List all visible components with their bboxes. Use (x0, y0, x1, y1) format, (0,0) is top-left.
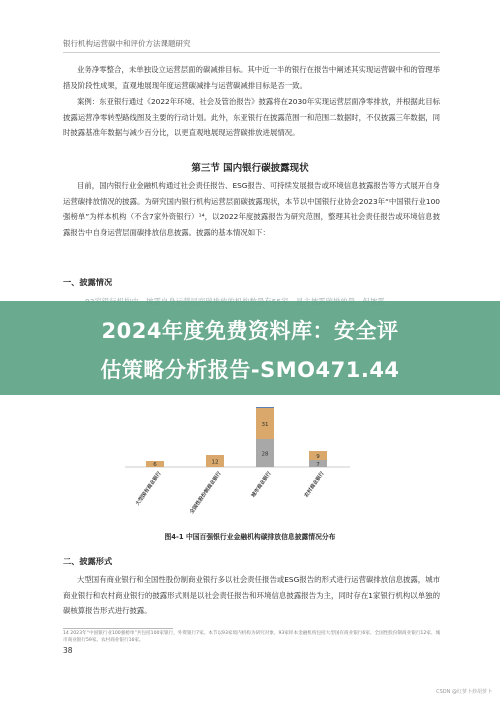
bar-segment (256, 407, 274, 408)
overlay-banner (0, 301, 500, 395)
running-header: 银行机构运营碳中和评价方法课题研究 (63, 39, 191, 48)
data-label: 12 (211, 459, 219, 466)
watermark: CSDN @红萝卜炒胡萝卜 (436, 689, 492, 695)
category-tick-label: 大型国有商业银行 (134, 470, 163, 507)
category-tick-label: 城市商业银行 (250, 470, 273, 499)
paragraph-3: 目前，国内银行业金融机构通过社会责任报告、ESG报告、可持续发展报告或环境信息披露报告等方式展开自身运营碳排放情况的披露。为研究国内银行机构运营层面碳披露现状，本节以中国银行业协会2023年“中国银行业100强榜单”为样本机构（不含7家外资银行）¹⁴，以2022年度披露报告为研究范围，整理其社会责任报告或环境信息披露报告中自身运营层面碳排放信息披露。披露的基本情况如下： (63, 181, 440, 237)
stacked-bar-chart (100, 395, 410, 520)
category-tick-label: 全国性股份制商业银行 (189, 470, 223, 516)
banner-line-1: 2024年度免费资料库：安全评 (101, 319, 399, 343)
page-number: 38 (63, 646, 73, 655)
data-label: 7 (316, 462, 320, 468)
footnote-divider (63, 628, 173, 629)
section-title: 第三节 国内银行碳披露现状 (191, 163, 309, 174)
data-label: 6 (153, 462, 157, 468)
banner-line-2: 估策略分析报告-SMO471.44 (100, 358, 400, 382)
chart-svg (100, 395, 410, 520)
data-label: 28 (261, 451, 269, 458)
subheading-form: 二、披露形式 (63, 556, 113, 566)
header-divider (63, 52, 440, 53)
footnote: 14 2023年“中国银行业100强榜单”共包括100家银行，外资银行7家。本节以93家境内机构为研究对象，93家样本金融机构包括大型国有商业银行6家、全国性股份制商业银行12家、城市商业银行59家、农村商业银行16家。 (63, 631, 441, 643)
category-tick-label: 农村商业银行 (303, 470, 326, 499)
paragraph-case: 案例：东亚银行通过《2022年环境、社会及管治报告》披露将在2030年实现运营层面净零排放，并根据此目标披露运营净零转型路线图及主要的行动计划。此外，东亚银行在披露范围一和范围二数据时，不仅披露三年数据，同时披露基准年数据与减少百分比，以更直观地展现运营碳排放进展情况。 (63, 97, 440, 138)
subheading-disclosure: 一、披露情况 (63, 277, 113, 287)
paragraph-4: 大型国有商业银行和全国性股份制商业银行多以社会责任报告或ESG报告的形式进行运营碳排放信息披露，城市商业银行和农村商业银行的披露形式则是以社会责任报告和环境信息披露报告为主，同时存在1家银行机构以单独的碳核算报告形式进行披露。 (63, 575, 440, 616)
data-label: 31 (261, 422, 269, 428)
data-label: 9 (316, 454, 320, 460)
figure-caption: 图4-1 中国百强银行业金融机构碳排放信息披露情况分布 (164, 533, 336, 541)
paragraph-1: 业务净零整合，未单独设立运营层面的碳减排目标。其中近一半的银行在报告中阐述其实现运营碳中和的管理举措及阶段性成果，直观地展现年度运营碳减排与运营碳减排目标是否一致。 (63, 65, 440, 90)
